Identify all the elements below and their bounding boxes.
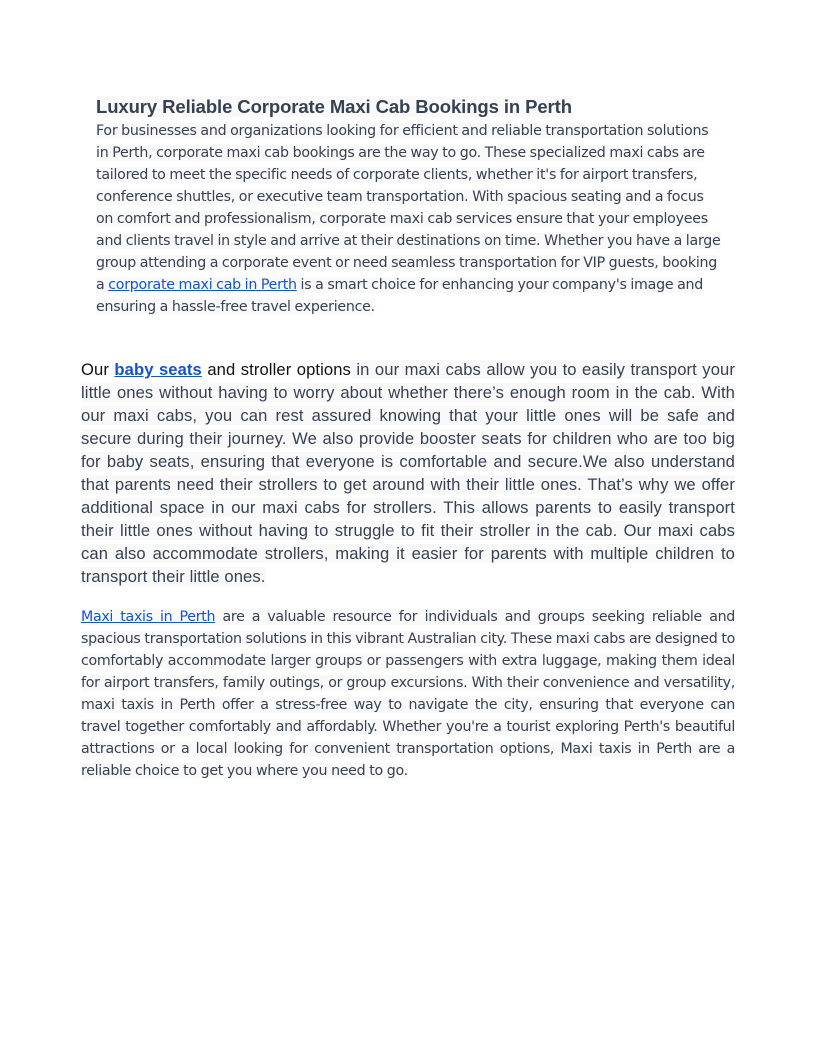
maxi-taxis-text: are a valuable resource for individuals and groups seeking reliable and spacious transportation solutions in this vibrant Australian city. These maxi cabs are designed to comfortably accommodate larger groups or passengers with extra luggage, making them ideal for airport transfers, family outings, or group excursions. With their convenience and versatility, maxi taxis in Perth offer a stress-free way to navigate the city, ensuring that everyone can travel together comfortably and affordably. Whether you're a tourist exploring Perth's beautiful attractions or a local looking for convenient transportation options, Maxi taxis in Perth are a reliable choice to get you where you need to go.: [81, 609, 736, 779]
maxi-taxis-paragraph: [81, 606, 735, 782]
maxi-taxis-perth-link[interactable]: Maxi taxis in Perth: [81, 609, 216, 625]
baby-seats-paragraph: [81, 358, 735, 588]
baby-seats-and-taxis-section: [81, 358, 735, 782]
baby-seats-text-rest: in our maxi cabs allow you to easily transport your little ones without having to worry about whether there’s enough room in the cab. With our maxi cabs, you can rest assured knowing that your little ones will be safe and secure during their journey. We also provide booster seats for children who are too big for baby seats, ensuring that everyone is comfortable and secure.We also understand that parents need their strollers to get around with their little ones. That’s why we offer additional space in our maxi cabs for strollers. This allows parents to easily transport their little ones without having to struggle to fit their stroller in the cab. Our maxi cabs can also accommodate strollers, making it easier for parents with multiple children to transport their little ones.: [81, 360, 735, 586]
baby-seats-text-start: Our: [81, 360, 115, 379]
corporate-section: [96, 96, 721, 318]
corporate-paragraph: [96, 120, 721, 318]
corporate-text-after-link: is a smart choice for enhancing your company's image and ensuring a hassle-free travel experience.: [96, 277, 704, 315]
heading-text: Luxury Reliable Corporate Maxi Cab Bookings in Perth: [96, 96, 572, 117]
stroller-options-text: and stroller options: [201, 360, 351, 379]
baby-seats-link[interactable]: baby seats: [114, 360, 202, 379]
corporate-maxi-cab-link[interactable]: corporate maxi cab in Perth: [108, 277, 297, 293]
section-heading: [96, 96, 721, 118]
corporate-text-before-link: For businesses and organizations looking for efficient and reliable transportation solutions in Perth, corporate maxi cab bookings are the way to go. These specialized maxi cabs are tailored to meet the specific needs of corporate clients, whether it's for airport transfers, conference shuttles, or executive team transportation. With spacious seating and a focus on comfort and professionalism, corporate maxi cab services ensure that your employees and clients travel in style and arrive at their destinations on time. Whether you have a large group attending a corporate event or need seamless transportation for VIP guests, booking a: [96, 123, 721, 293]
